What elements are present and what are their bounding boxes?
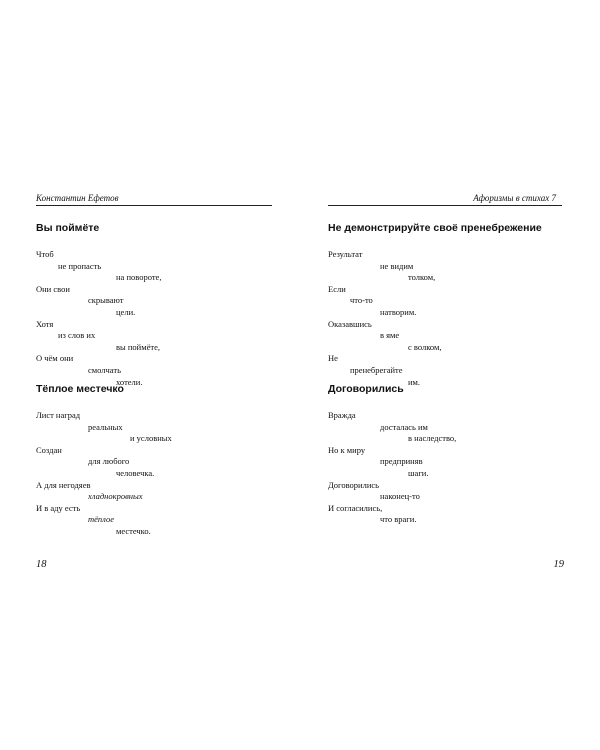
poem-line: О чём они xyxy=(36,353,74,364)
poem-line: Создан xyxy=(36,444,62,455)
poem-line: что-то xyxy=(350,295,373,306)
poem-lines xyxy=(36,249,161,388)
poem-line: хладнокровных xyxy=(88,491,143,502)
poem-line: досталась им xyxy=(380,421,428,432)
poem-title: Тёплое местечко xyxy=(36,383,124,395)
poem-line: в яме xyxy=(380,330,400,341)
poem-line: цели. xyxy=(116,306,136,317)
header-rule xyxy=(36,205,272,206)
poem-title: Вы поймёте xyxy=(36,222,100,234)
poem-line: не пропасть xyxy=(58,260,102,271)
poem-line: в наследство, xyxy=(408,433,457,444)
poem-line: вы поймёте, xyxy=(116,341,160,352)
poem-lines xyxy=(328,410,456,526)
page-number: 19 xyxy=(553,559,564,570)
poem-line: толком, xyxy=(408,272,436,283)
poem-line: пренебрегайте xyxy=(350,364,403,375)
poem-line: И согласились, xyxy=(328,502,383,513)
poem-teploe-mestechko xyxy=(36,383,172,538)
poem-line: Они свои xyxy=(36,283,70,294)
poem-line: местечко. xyxy=(116,525,151,536)
poem-line: человечка. xyxy=(116,467,155,478)
poem-line: Вражда xyxy=(328,410,356,420)
poem-line: с волком, xyxy=(408,341,442,352)
poem-line: И в аду есть xyxy=(36,502,81,513)
poem-line: и условных xyxy=(130,433,172,444)
poem-lines xyxy=(36,410,172,538)
poem-line: шаги. xyxy=(408,467,429,478)
poem-line: Чтоб xyxy=(36,249,54,259)
poem-line: предприняв xyxy=(380,456,423,467)
poem-line: Договорились xyxy=(328,479,380,490)
poem-line: тёплое xyxy=(88,514,114,525)
poem-line: Хотя xyxy=(36,318,54,329)
poem-title: Не демонстрируйте своё пренебрежение xyxy=(328,222,542,234)
poem-line: для любого xyxy=(88,456,130,467)
poem-line: не видим xyxy=(380,260,414,271)
poem-dogovorilis xyxy=(328,383,456,526)
poem-line: Не xyxy=(328,353,338,364)
poem-line: что враги. xyxy=(380,514,417,525)
poem-line: смолчать xyxy=(88,364,121,375)
poem-line: Если xyxy=(328,283,346,294)
running-header-book-title: Афоризмы в стихах 7 xyxy=(473,193,556,203)
poem-line: Оказавшись xyxy=(328,318,372,329)
header-rule xyxy=(328,205,562,206)
poem-line: Результат xyxy=(328,249,363,259)
poem-line: натворим. xyxy=(380,306,417,317)
poem-line: Но к миру xyxy=(328,444,366,455)
poem-line: наконец-то xyxy=(380,491,420,502)
poem-lines xyxy=(328,249,542,388)
poem-ne-demonstriruyte xyxy=(328,222,542,388)
poem-line: из слов их xyxy=(58,330,96,341)
running-header-author: Константин Ефетов xyxy=(36,193,119,203)
poem-line: скрывают xyxy=(88,295,124,306)
poem-line: хотели. xyxy=(116,376,143,387)
poem-title: Договорились xyxy=(328,383,404,395)
page-number: 18 xyxy=(36,559,47,570)
poem-vy-poimete xyxy=(36,222,161,388)
poem-line: им. xyxy=(408,376,421,387)
poem-line: А для негодяев xyxy=(36,479,91,490)
right-page xyxy=(300,0,600,750)
poem-line: на повороте, xyxy=(116,272,162,283)
poem-line: реальных xyxy=(88,421,123,432)
poem-line: Лист наград xyxy=(36,410,81,420)
